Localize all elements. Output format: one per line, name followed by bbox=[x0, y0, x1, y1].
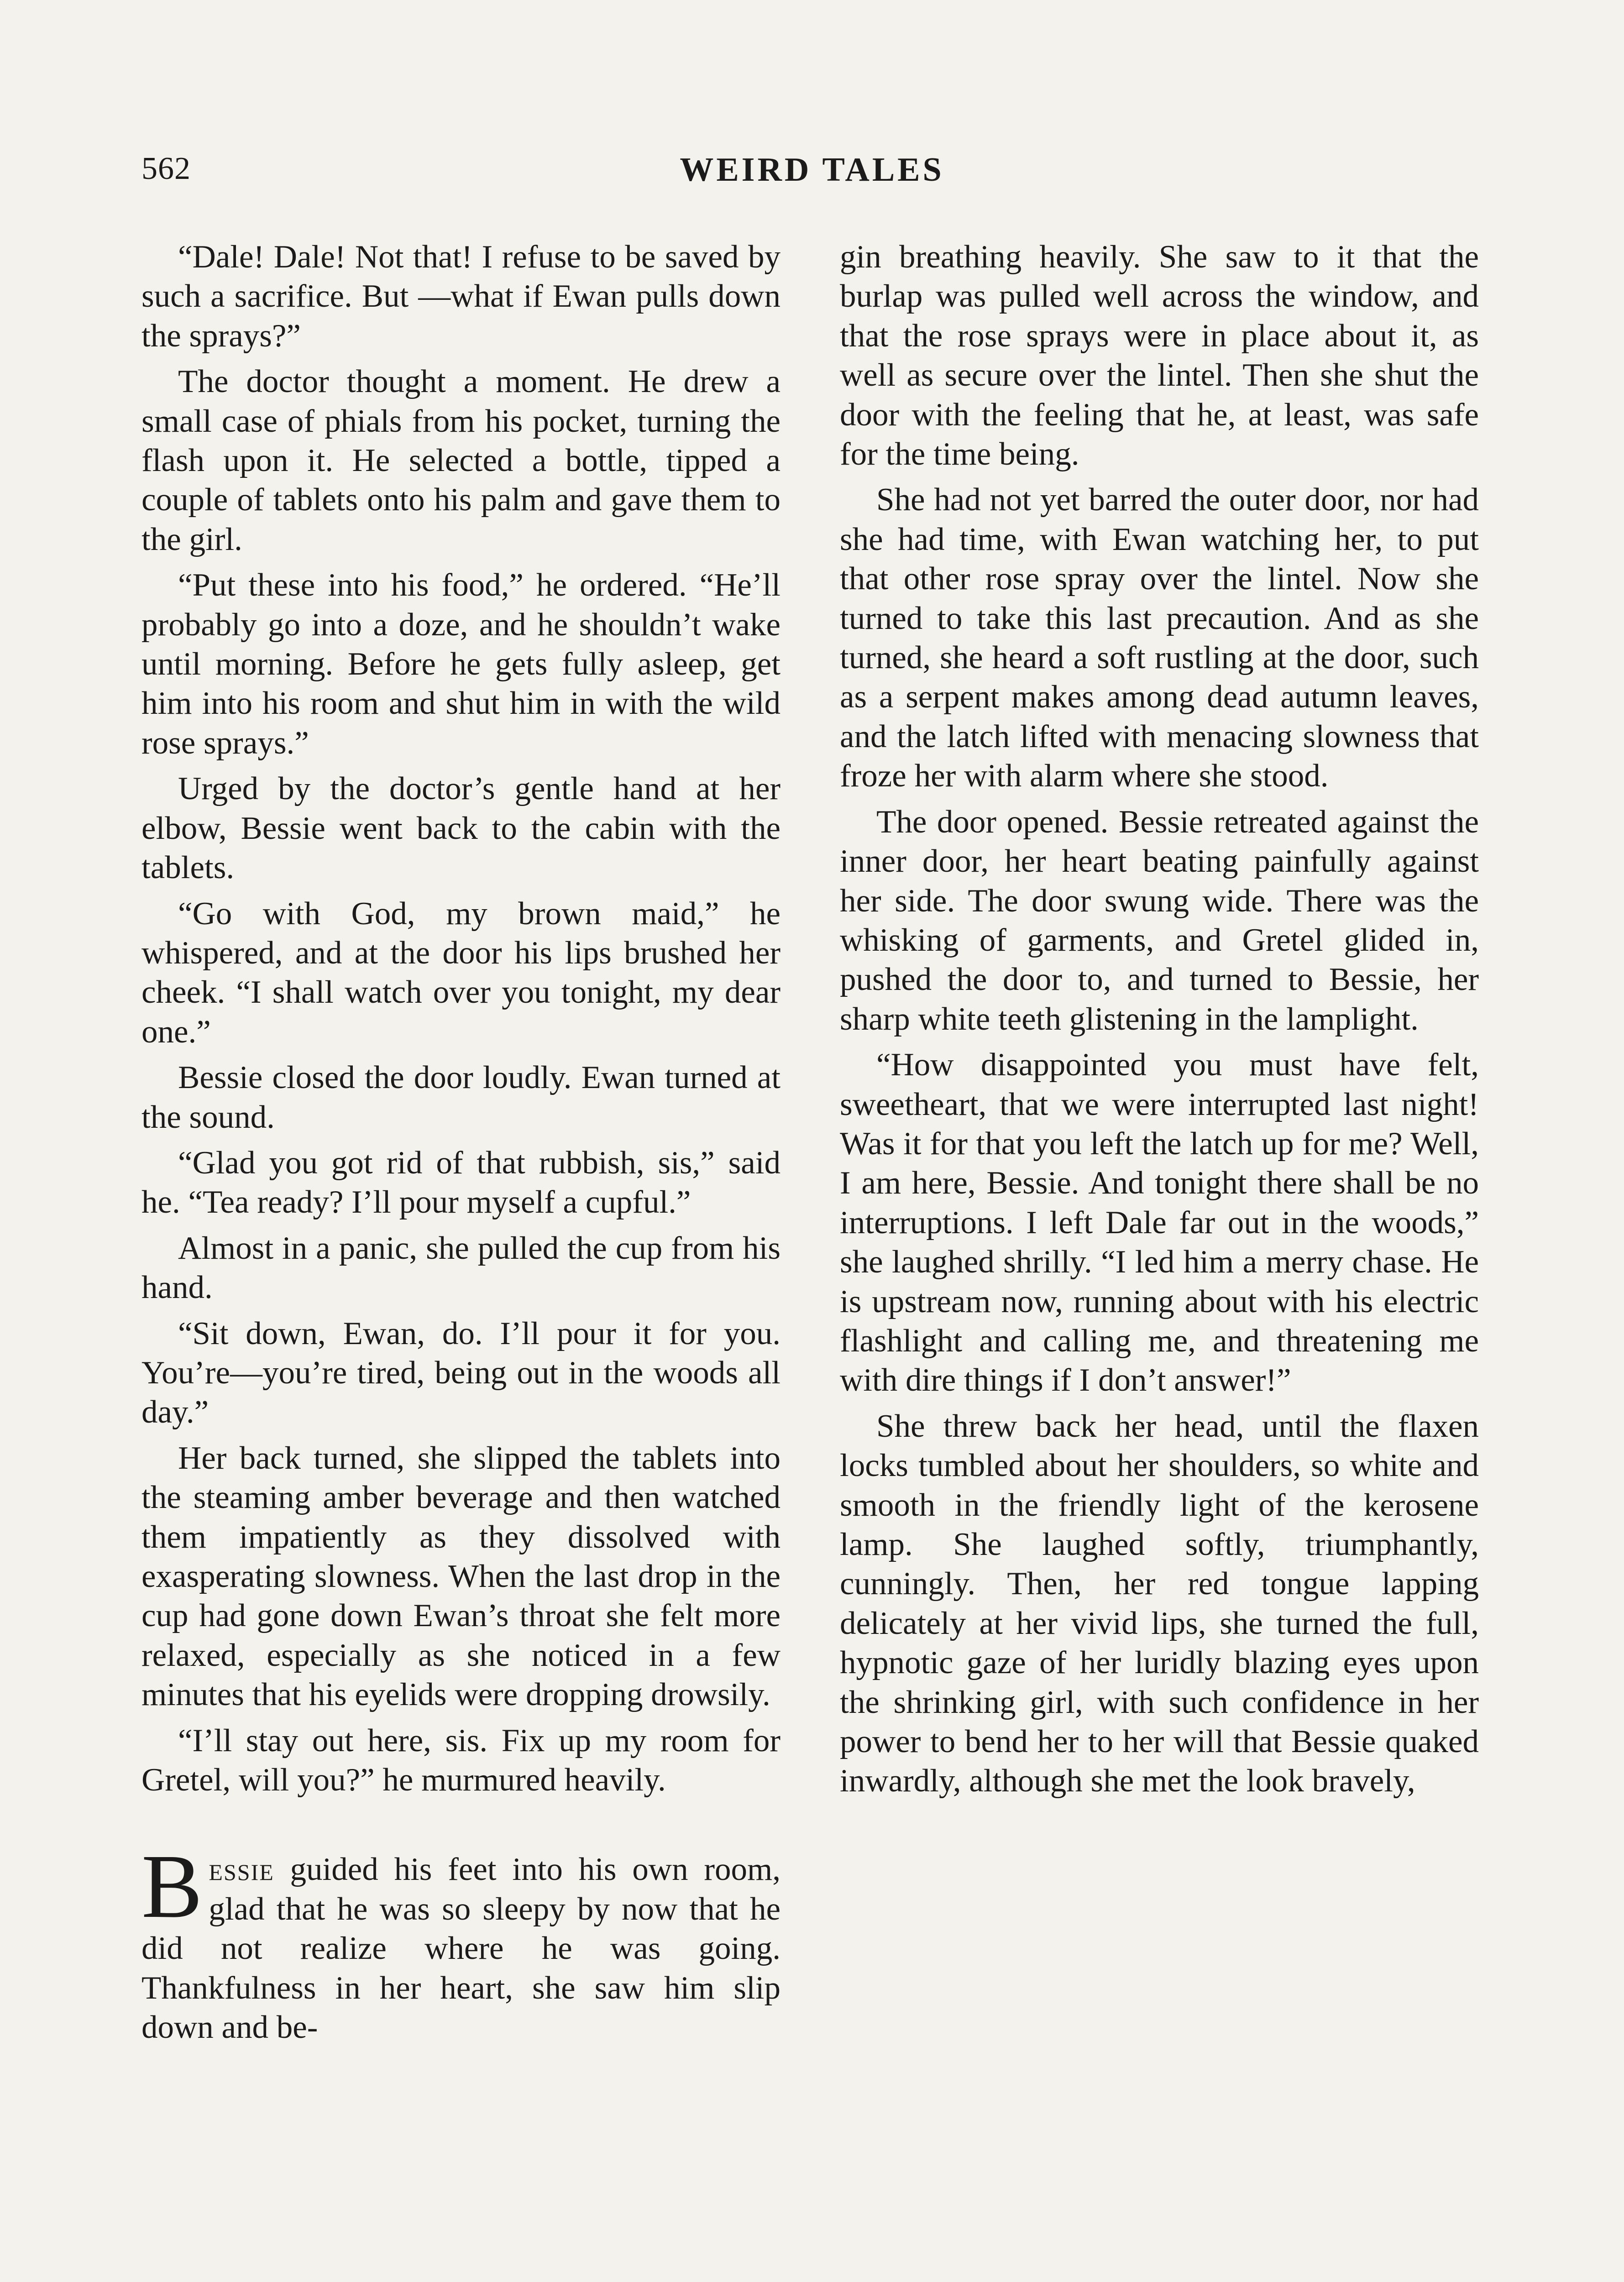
paragraph: The door opened. Bessie retreated against the inner door, her heart beating painfully against her side. The door swung wide. There was the whisking of garments, and Gretel glided in, pushed the door to, and turned to Bessie, her sharp white teeth glistening in the lamplight. bbox=[840, 804, 1479, 1037]
paragraph: She had not yet barred the outer door, nor had she had time, with Ewan watching her, to put that other rose spray over the lintel. Now she turned to take this last precaution. And as she turned, she heard a soft rustling at the door, such as a serpent makes among dead autumn leaves, and the latch lifted with menacing slowness that froze her with alarm where she stood. bbox=[840, 482, 1479, 794]
paragraph: “Put these into his food,” he ordered. “He’ll probably go into a doze, and he shouldn’t wake until morning. Before he gets fully asleep, get him into his room and shut him in with the wild rose sprays.” bbox=[141, 567, 781, 761]
section-opening-text: guided his feet into his own room, glad that he was so sleepy by now that he did not realize where he was going. Thankfulness in her heart, she saw him slip down and be- bbox=[141, 1852, 781, 2046]
section-opening-smallcaps: essie bbox=[209, 1852, 274, 1888]
paragraph: Her back turned, she slipped the tablets into the steaming amber beverage and then watched them impatiently as they dissolved with exasperating slowness. When the last drop in the cup had gone down Ewan’s throat she felt more relaxed, especially as she noticed in a few minutes that his eyelids were dropping drowsily. bbox=[141, 1440, 781, 1713]
paragraph: “Sit down, Ewan, do. I’ll pour it for you. You’re—you’re tired, being out in the woods all day.” bbox=[141, 1315, 781, 1430]
paragraph: Almost in a panic, she pulled the cup from his hand. bbox=[141, 1230, 781, 1306]
paragraph: She threw back her head, until the flaxen locks tumbled about her shoulders, so white and smooth in the friendly light of the kerosene lamp. She laughed softly, triumphantly, cunningly. Then, her red tongue lapping delicately at her vivid lips, she turned the full, hypnotic gaze of her luridly blazing eyes upon the shrinking girl, with such confidence in her power to bend her to her will that Bessie quaked inwardly, although she met the look bravely, bbox=[840, 1408, 1479, 1799]
paragraph: Bessie closed the door loudly. Ewan turned at the sound. bbox=[141, 1060, 781, 1135]
paragraph: “Glad you got rid of that rubbish, sis,” said he. “Tea ready? I’ll pour myself a cupful.” bbox=[141, 1145, 781, 1220]
paragraph: Urged by the doctor’s gentle hand at her elbow, Bessie went back to the cabin with the tablets. bbox=[141, 771, 781, 886]
section-opening-paragraph bbox=[141, 1836, 781, 2047]
paragraph: “I’ll stay out here, sis. Fix up my room for Gretel, will you?” he murmured heavily. bbox=[141, 1722, 781, 1798]
paragraph: “How disappointed you must have felt, sweetheart, that we were interrupted last night! Was it for that you left the latch up for me? Well, I am here, Bessie. And tonight there shall be no interruptions. I left Dale far out in the woods,” she laughed shrilly. “I led him a merry chase. He is upstream now, running about with his electric flashlight and calling me, and threatening me with dire things if I don’t answer!” bbox=[840, 1047, 1479, 1398]
right-column bbox=[840, 237, 1479, 1807]
running-head: WEIRD TALES bbox=[680, 151, 944, 188]
paragraph: “Go with God, my brown maid,” he whispered, and at the door his lips brushed her cheek. “I shall watch over you tonight, my dear one.” bbox=[141, 895, 781, 1050]
drop-cap: B bbox=[141, 1836, 203, 1937]
paragraph: “Dale! Dale! Not that! I refuse to be saved by such a sacrifice. But —what if Ewan pulls down the sprays?” bbox=[141, 239, 781, 354]
continued-paragraph: gin breathing heavily. She saw to it that the burlap was pulled well across the window, and that the rose sprays were in place about it, as well as secure over the lintel. Then she shut the door with the feeling that he, at least, was safe for the time being. bbox=[840, 239, 1479, 472]
left-column bbox=[141, 237, 781, 2053]
paragraph: The doctor thought a moment. He drew a small case of phials from his pocket, turning the flash upon it. He selected a bottle, tipped a couple of tablets onto his palm and gave them to the girl. bbox=[141, 364, 781, 557]
page-number: 562 bbox=[141, 151, 191, 186]
